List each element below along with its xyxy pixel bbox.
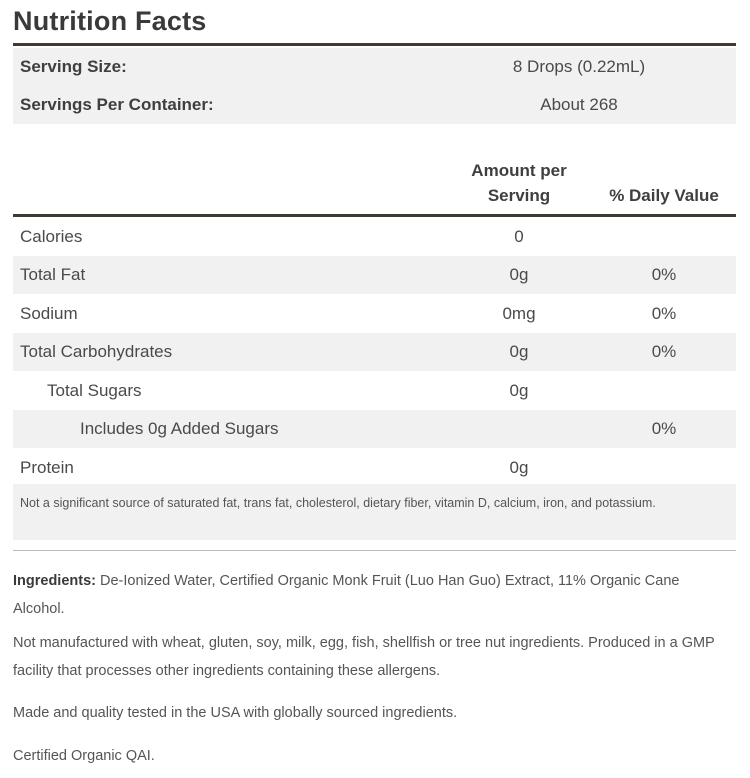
- nutrient-amount: 0: [514, 227, 524, 246]
- origin-note: Made and quality tested in the USA with globally sourced ingredients.: [13, 705, 458, 721]
- nutrient-daily-value: 0%: [651, 304, 677, 323]
- nutrient-label: Total Sugars: [47, 381, 142, 400]
- nutrient-daily-value: 0%: [651, 419, 677, 438]
- serving-size-label: Serving Size:: [20, 57, 127, 76]
- nutrient-amount: 0g: [509, 381, 529, 400]
- section-divider: [13, 550, 736, 551]
- ingredients-label: Ingredients:: [13, 573, 96, 589]
- nutrient-row: [13, 333, 736, 371]
- footnote-text: Not a significant source of saturated fat, trans fat, cholesterol, dietary fiber, vitamin D, calcium, iron, and potassium.: [20, 496, 656, 510]
- header-divider: [13, 214, 736, 217]
- ingredients-text: De-Ionized Water, Certified Organic Monk Fruit (Luo Han Guo) Extract, 11% Organic Cane Alcohol.: [13, 573, 680, 617]
- page-title: Nutrition Facts: [13, 6, 207, 36]
- nutrient-row: [13, 410, 736, 448]
- nutrient-amount: 0g: [509, 458, 529, 477]
- nutrient-label: Sodium: [20, 304, 78, 323]
- servings-per-container-value: About 268: [540, 95, 618, 114]
- servings-per-container-row: [13, 86, 736, 124]
- nutrient-label: Protein: [20, 458, 74, 477]
- nutrient-row: [13, 256, 736, 294]
- nutrient-row: [13, 372, 736, 410]
- daily-value-header: % Daily Value: [609, 186, 719, 205]
- nutrient-row: [13, 295, 736, 333]
- nutrient-label: Total Carbohydrates: [20, 342, 173, 361]
- serving-size-row: [13, 48, 736, 86]
- nutrient-label: Includes 0g Added Sugars: [80, 419, 279, 438]
- nutrient-label: Calories: [20, 227, 83, 246]
- nutrient-daily-value: 0%: [651, 265, 677, 284]
- footnote-box: [13, 484, 736, 540]
- ingredients-paragraph: [13, 567, 733, 623]
- serving-size-value: 8 Drops (0.22mL): [512, 57, 646, 76]
- amount-per-serving-header: [449, 158, 589, 208]
- servings-per-container-label: Servings Per Container:: [20, 95, 214, 114]
- nutrient-row: [13, 449, 736, 487]
- nutrient-amount: 0mg: [502, 304, 536, 323]
- nutrient-row: [13, 218, 736, 256]
- nutrient-amount: 0g: [509, 265, 529, 284]
- nutrient-amount: 0g: [509, 342, 529, 361]
- nutrient-label: Total Fat: [20, 265, 86, 284]
- allergen-note: Not manufactured with wheat, gluten, soy, milk, egg, fish, shellfish or tree nut ingredients. Produced in a GMP facility that processes other ingredients containing these allergens.: [13, 635, 715, 679]
- title-divider: [13, 43, 736, 46]
- amount-header-line1: Amount per: [471, 161, 567, 180]
- certification-note: Certified Organic QAI.: [13, 748, 155, 764]
- amount-header-line2: Serving: [487, 186, 551, 205]
- nutrient-daily-value: 0%: [651, 342, 677, 361]
